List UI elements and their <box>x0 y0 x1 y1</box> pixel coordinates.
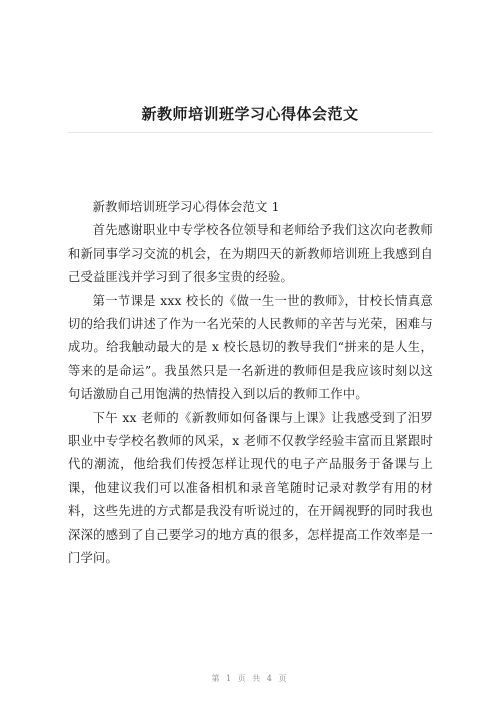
paragraph-1: 首先感谢职业中专学校各位领导和老师给予我们这次向老教师和新同事学习交流的机会，在为期四天的新教师培训班上我感到自己受益匪浅并学习到了很多宝贵的经验。 <box>68 223 433 285</box>
paragraph-3: 下午 xx 老师的《新教师如何备课与上课》让我感受到了汨罗职业中专学校名教师的风采，x 老师不仅教学经验丰富而且紧跟时代的潮流，他给我们传授怎样让现代的电子产品服务于备课与上课，他建议我们可以准备相机和录音笔随时记录对教学有用的材料，这些先进的方式都是我没有听说过的，在开阔视野的同时我也深深的感到了自己要学习的地方真的很多，怎样提高工作效率是一门学问。 <box>68 410 433 566</box>
title-divider <box>68 132 433 133</box>
page-number-footer: 第 1 页 共 4 页 <box>211 674 289 683</box>
document-body <box>68 196 433 571</box>
document-title: 新教师培训班学习心得体会范文 <box>141 105 359 123</box>
paragraph-2: 第一节课是 xxx 校长的《做一生一世的教师》，甘校长情真意切的给我们讲述了作为一名光荣的人民教师的辛苦与光荣，困难与成功。给我触动最大的是 x 校长恳切的教导我们“拼来的是人生，等来的是命运”。我虽然只是一名新进的教师但是我应该时刻以这句话激励自己用饱满的热情投入到以后的教师工作中。 <box>68 293 433 402</box>
section-heading: 新教师培训班学习心得体会范文 1 <box>92 200 280 214</box>
